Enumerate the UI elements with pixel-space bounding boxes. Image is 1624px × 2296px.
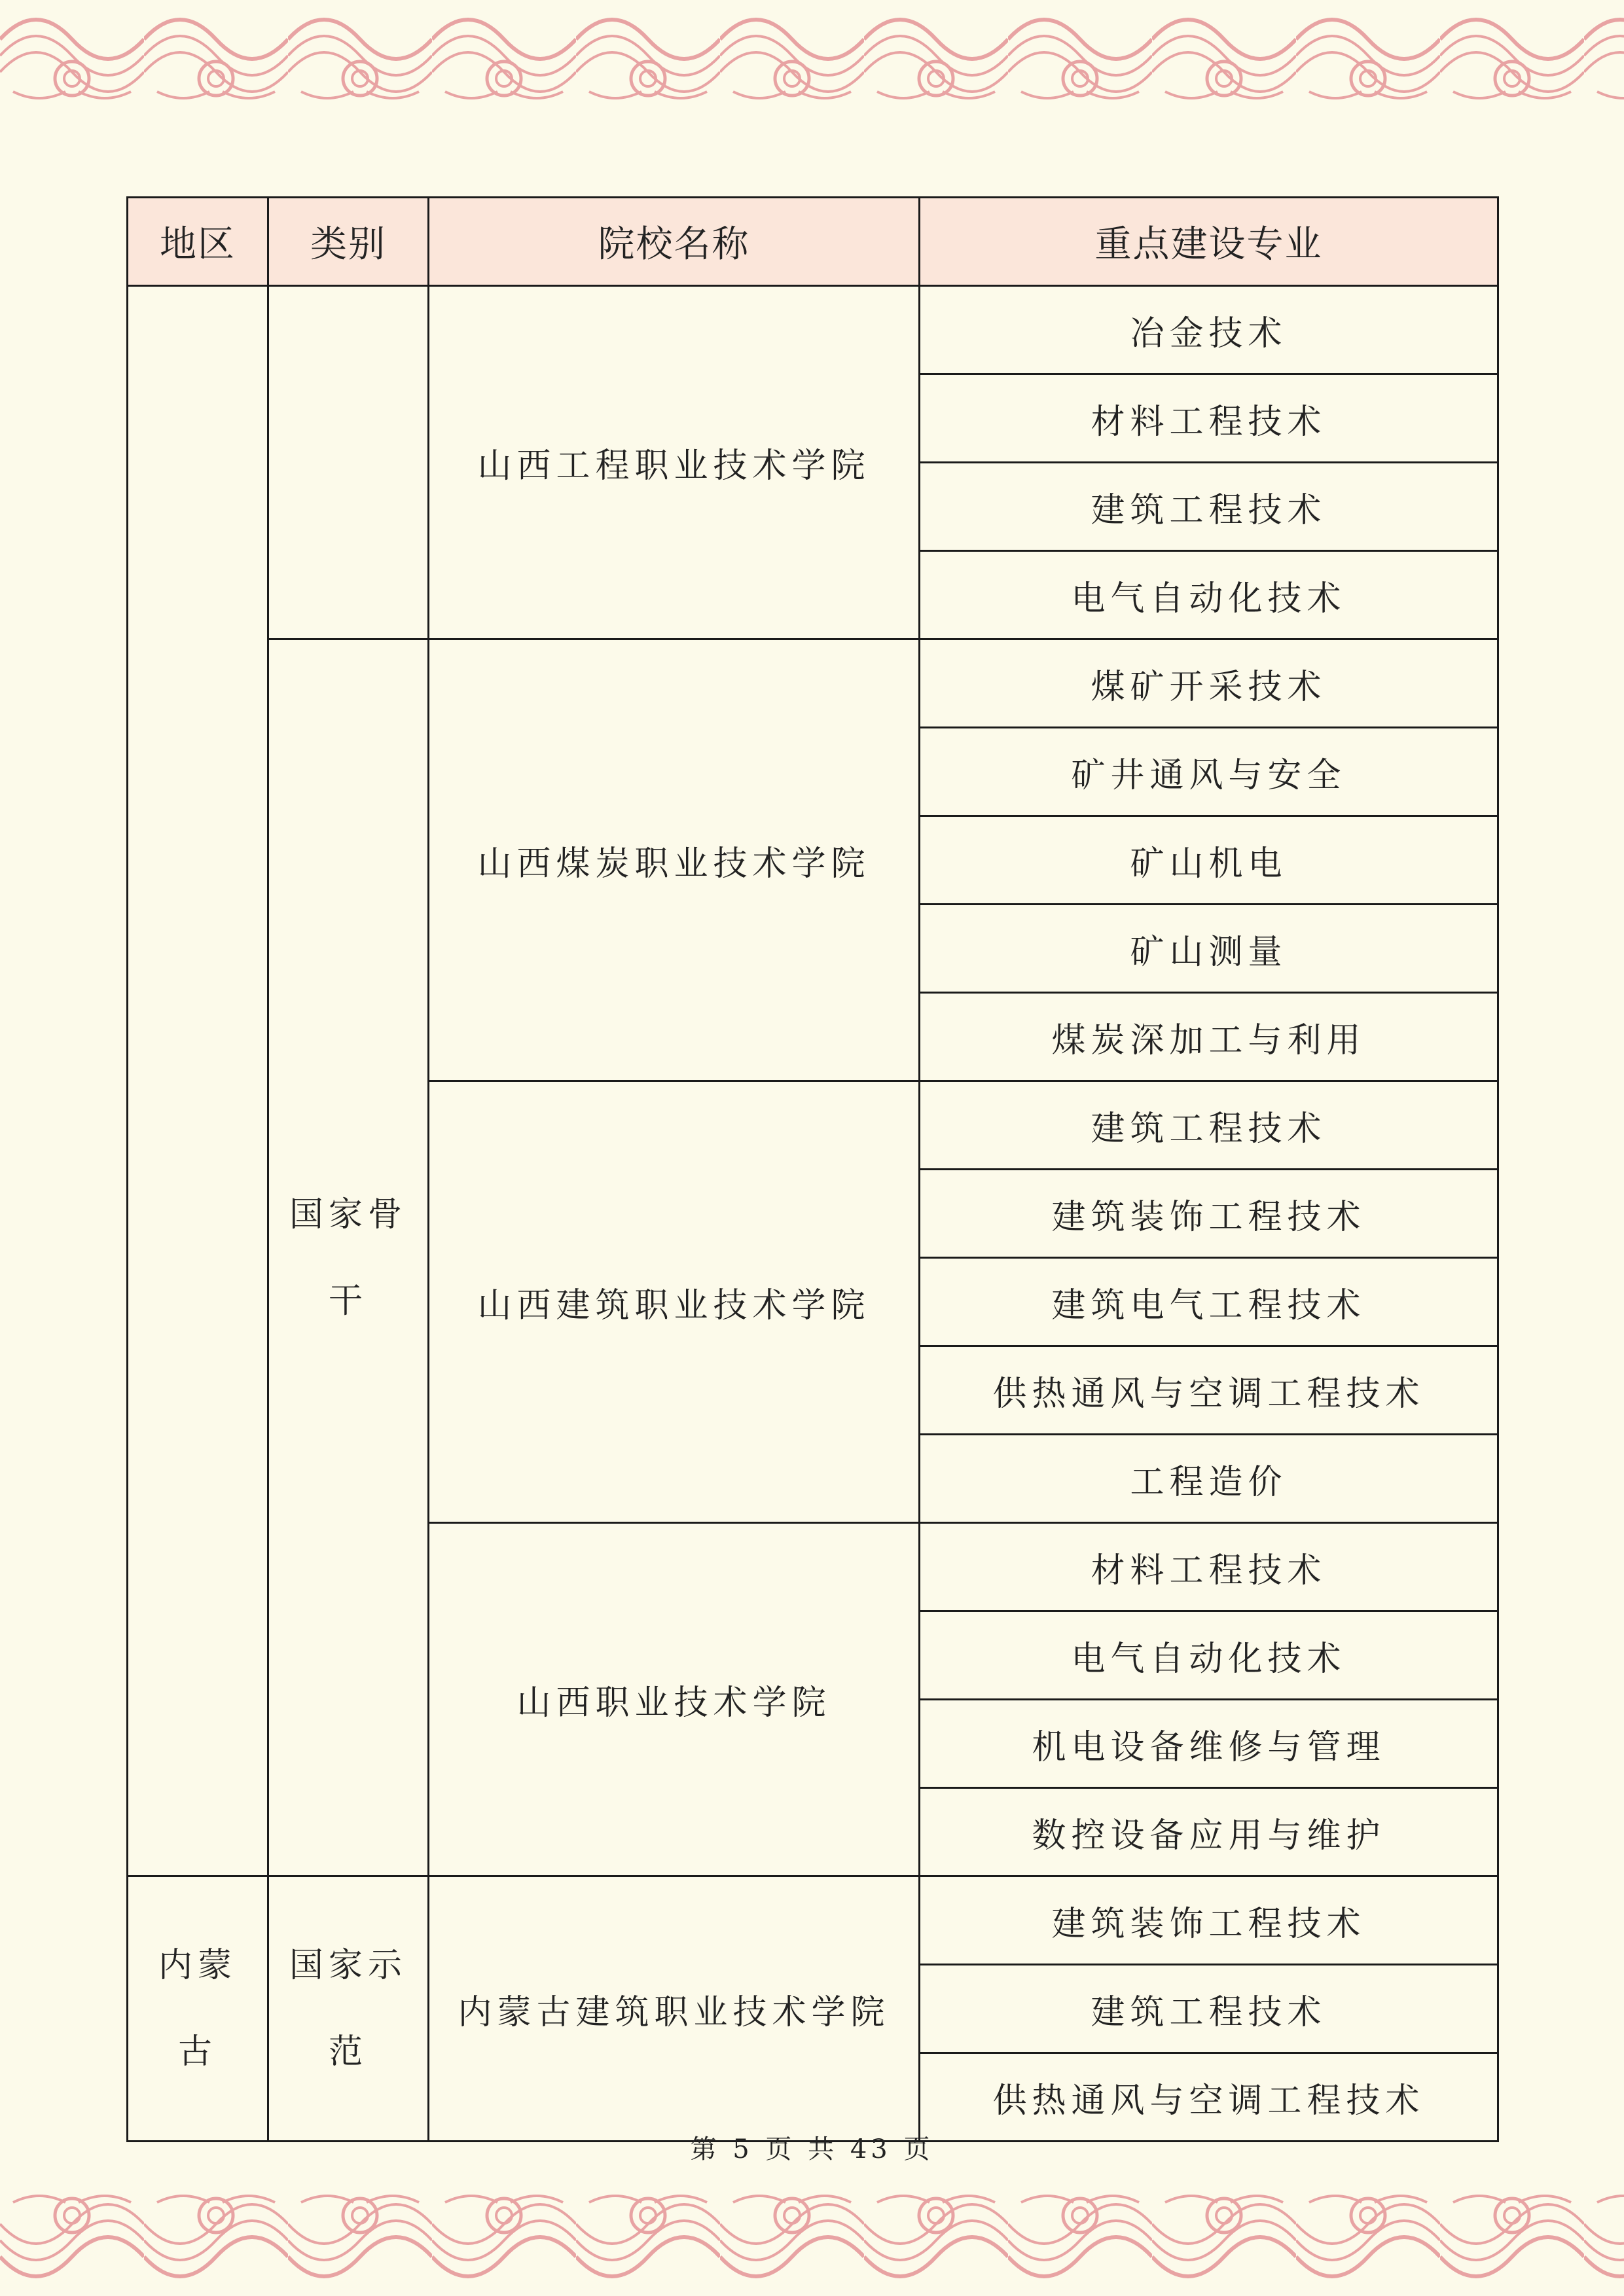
major-cell: 冶金技术 — [920, 286, 1498, 374]
major-cell: 电气自动化技术 — [920, 1611, 1498, 1700]
major-cell: 建筑电气工程技术 — [920, 1258, 1498, 1346]
table-row — [128, 1876, 1498, 1965]
header-row — [128, 198, 1498, 286]
major-cell: 机电设备维修与管理 — [920, 1700, 1498, 1788]
category-cell — [268, 1876, 429, 2142]
major-cell: 建筑工程技术 — [920, 1965, 1498, 2053]
region-inner-mongolia-text: 内蒙古 — [158, 1946, 237, 2072]
major-cell: 建筑工程技术 — [920, 463, 1498, 551]
major-cell: 煤炭深加工与利用 — [920, 993, 1498, 1081]
category-backbone-text: 国家骨干 — [289, 1194, 407, 1321]
category-cell-empty — [268, 286, 429, 639]
major-cell: 矿山测量 — [920, 905, 1498, 993]
header-key-major: 重点建设专业 — [920, 198, 1498, 286]
bottom-ornamental-border — [0, 2179, 1624, 2296]
school-cell: 内蒙古建筑职业技术学院 — [429, 1876, 920, 2142]
school-cell: 山西职业技术学院 — [429, 1523, 920, 1876]
major-cell: 材料工程技术 — [920, 1523, 1498, 1611]
page-number: 第 5 页 共 43 页 — [690, 2134, 934, 2164]
major-cell: 供热通风与空调工程技术 — [920, 2053, 1498, 2142]
major-cell: 数控设备应用与维护 — [920, 1788, 1498, 1876]
school-cell: 山西工程职业技术学院 — [429, 286, 920, 639]
header-school-name: 院校名称 — [429, 198, 920, 286]
major-cell: 建筑装饰工程技术 — [920, 1876, 1498, 1965]
major-cell: 建筑装饰工程技术 — [920, 1170, 1498, 1258]
major-cell: 煤矿开采技术 — [920, 639, 1498, 728]
major-cell: 建筑工程技术 — [920, 1081, 1498, 1170]
category-cell — [268, 639, 429, 1876]
header-region: 地区 — [128, 198, 268, 286]
table-row — [128, 639, 1498, 728]
category-demo-text: 国家示范 — [289, 1946, 407, 2072]
region-cell-empty — [128, 286, 268, 1876]
top-ornamental-border — [0, 0, 1624, 111]
major-cell: 供热通风与空调工程技术 — [920, 1346, 1498, 1435]
region-cell — [128, 1876, 268, 2142]
majors-table — [126, 196, 1499, 2142]
major-cell: 材料工程技术 — [920, 374, 1498, 463]
major-cell: 矿井通风与安全 — [920, 728, 1498, 816]
major-cell: 电气自动化技术 — [920, 551, 1498, 639]
school-cell: 山西煤炭职业技术学院 — [429, 639, 920, 1081]
table-row — [128, 286, 1498, 374]
major-cell: 矿山机电 — [920, 816, 1498, 905]
header-category: 类别 — [268, 198, 429, 286]
school-cell: 山西建筑职业技术学院 — [429, 1081, 920, 1523]
major-cell: 工程造价 — [920, 1435, 1498, 1523]
